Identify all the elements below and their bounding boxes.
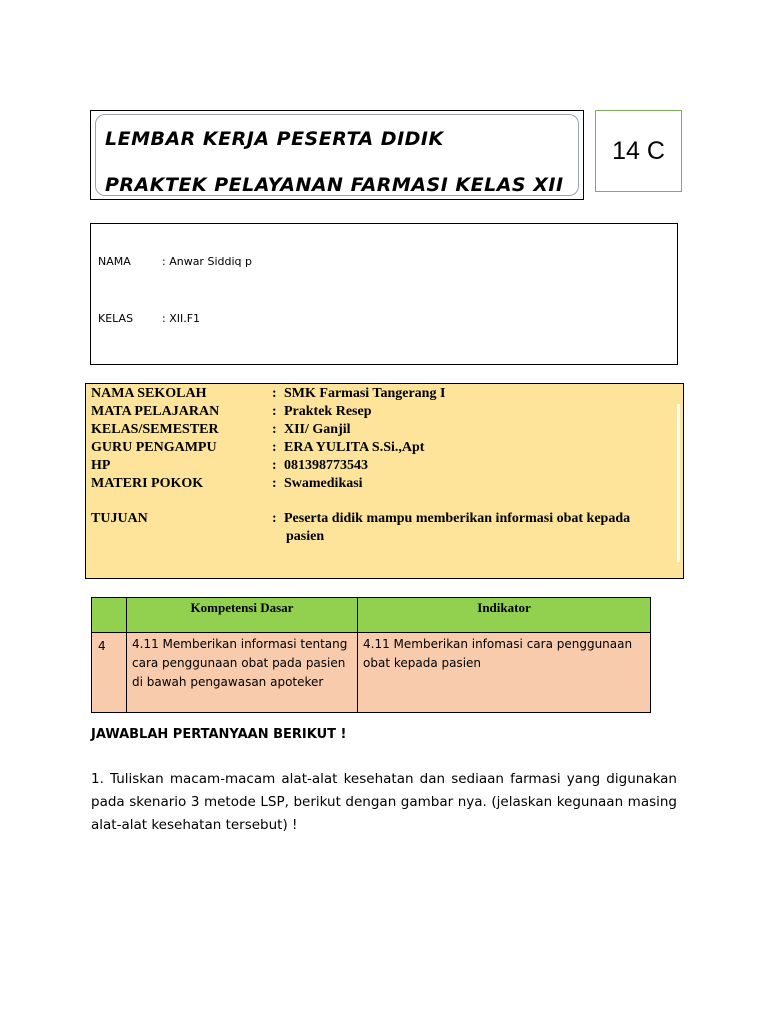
info-label: NAMA SEKOLAH (91, 386, 207, 401)
info-value: XII/ Ganjil (284, 422, 351, 437)
info-label: HP (91, 458, 111, 473)
goal-colon: : (272, 511, 277, 526)
info-label: KELAS/SEMESTER (91, 422, 219, 437)
info-box-edge (677, 404, 680, 562)
class-label: KELAS (98, 312, 134, 325)
header-indicator: Indikator (358, 598, 651, 633)
worksheet-title: LEMBAR KERJA PESERTA DIDIK (105, 128, 444, 150)
worksheet-title-box (90, 110, 584, 200)
class-value: : XII.F1 (162, 312, 201, 325)
school-info-box (85, 383, 684, 579)
info-colon: : (272, 458, 277, 473)
table-header-row (92, 598, 651, 633)
competency-table (91, 597, 651, 713)
goal-value-line-1: Peserta didik mampu memberikan informasi obat kepada (284, 511, 631, 526)
info-value: ERA YULITA S.Si.,Apt (284, 440, 425, 455)
info-value: Swamedikasi (284, 476, 363, 491)
student-identity-box (90, 223, 678, 365)
info-colon: : (272, 440, 277, 455)
basic-competency-cell: 4.11 Memberikan informasi tentang cara penggunaan obat pada pasien di bawah pengawasan apoteker (127, 633, 358, 713)
row-number: 4 (92, 633, 127, 713)
name-label: NAMA (98, 255, 131, 268)
info-colon: : (272, 386, 277, 401)
worksheet-code-box: 14 C (595, 110, 682, 192)
question-1: 1. Tuliskan macam-macam alat-alat kesehatan dan sediaan farmasi yang digunakan pada skenario 3 metode LSP, berikut dengan gambar nya. (jelaskan kegunaan masing alat-alat kesehatan tersebut) ! (91, 771, 677, 833)
goal-label: TUJUAN (91, 511, 148, 526)
info-value: Praktek Resep (284, 404, 372, 419)
info-label: MATERI POKOK (91, 476, 204, 491)
goal-value-line-2: pasien (286, 529, 325, 544)
info-colon: : (272, 476, 277, 491)
instructions-heading: JAWABLAH PERTANYAAN BERIKUT ! (91, 727, 347, 742)
info-value: SMK Farmasi Tangerang I (284, 386, 446, 401)
info-colon: : (272, 422, 277, 437)
info-label: GURU PENGAMPU (91, 440, 217, 455)
header-basic-competency: Kompetensi Dasar (127, 598, 358, 633)
table-row (92, 633, 651, 713)
header-number (92, 598, 127, 633)
info-label: MATA PELAJARAN (91, 404, 220, 419)
info-colon: : (272, 404, 277, 419)
name-value: : Anwar Siddiq p (162, 255, 252, 268)
indicator-cell: 4.11 Memberikan infomasi cara penggunaan obat kepada pasien (358, 633, 651, 713)
worksheet-subtitle: PRAKTEK PELAYANAN FARMASI KELAS XII (105, 174, 564, 196)
info-value: 081398773543 (284, 458, 368, 473)
